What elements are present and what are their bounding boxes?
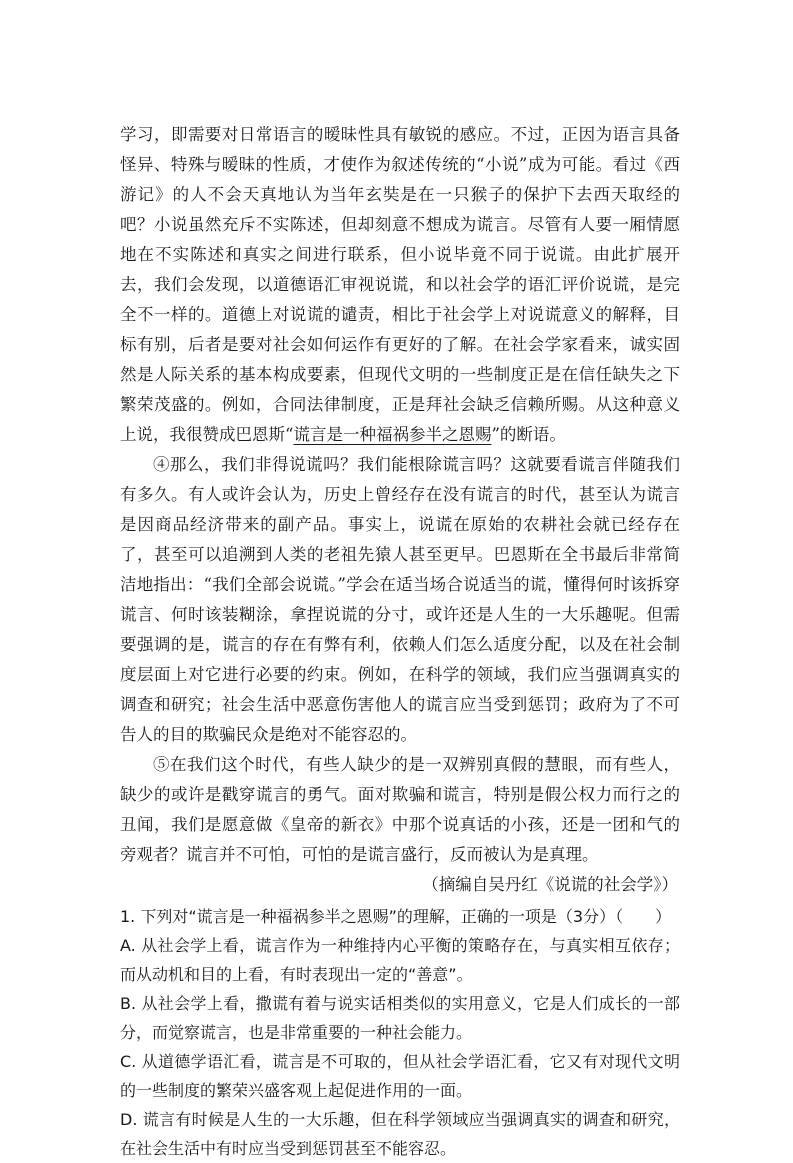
- paragraph-3-tail: ”的断语。: [491, 425, 566, 444]
- question-1: [120, 902, 680, 1163]
- option-d: D. 谎言有时候是人生的一大乐趣，但在科学领域应当强调真实的调查和研究，在社会生活中有时应当受到惩罚甚至不能容忍。: [120, 1110, 680, 1158]
- reading-passage: [120, 120, 680, 900]
- paragraph-5: ⑤在我们这个时代，有些人缺少的是一双辨别真假的慧眼，而有些人，缺少的或许是戳穿谎言的勇气。面对欺骗和谎言，特别是假公权力而行之的丑闻，我们是愿意做《皇帝的新衣》中那个说真话的小孩，还是一团和气的旁观者？谎言并不可怕，可怕的是谎言盛行，反而被认为是真理。: [120, 755, 680, 864]
- option-a: A. 从社会学上看，谎言作为一种维持内心平衡的策略存在，与真实相互依存；而从动机和目的上看，有时表现出一定的“善意”。: [120, 936, 680, 984]
- paragraph-3-text: 学习，即需要对日常语言的暧昧性具有敏锐的感应。不过，正因为语言具备怪异、特殊与暧昧的性质，才使作为叙述传统的“小说”成为可能。看过《西游记》的人不会天真地认为当年玄奘是在一只猴子的保护下去西天取经的吧？小说虽然充斥不实陈述，但却刻意不想成为谎言。尽管有人要一厢情愿地在不实陈述和真实之间进行联系，但小说毕竟不同于说谎。由此扩展开去，我们会发现，以道德语汇审视说谎，和以社会学的语汇评价说谎，是完全不一样的。道德上对说谎的谴责，相比于社会学上对说谎意义的解释，目标有别，后者是要对社会如何运作有更好的了解。在社会学家看来，诚实固然是人际关系的基本构成要素，但现代文明的一些制度正是在信任缺失之下繁荣茂盛的。例如，合同法律制度，正是拜社会缺乏信赖所赐。从这种意义上说，我很赞成巴恩斯“: [120, 125, 680, 444]
- paragraph-3: [120, 120, 680, 450]
- paragraph-4: ④那么，我们非得说谎吗？我们能根除谎言吗？这就要看谎言伴随我们有多久。有人或许会认为，历史上曾经存在没有谎言的时代，甚至认为谎言是因商品经济带来的副产品。事实上，说谎在原始的农耕社会就已经存在了，甚至可以追溯到人类的老祖先猿人甚至更早。巴恩斯在全书最后非常简洁地指出：“我们全部会说谎。”学会在适当场合说适当的谎，懂得何时该拆穿谎言、何时该装糊涂，拿捏说谎的分寸，或许还是人生的一大乐趣呢。但需要强调的是，谎言的存在有弊有利，依赖人们怎么适度分配，以及在社会制度层面上对它进行必要的约束。例如，在科学的领域，我们应当强调真实的调查和研究；社会生活中恶意伤害他人的谎言应当受到惩罚；政府为了不可告人的目的欺骗民众是绝对不能容忍的。: [120, 455, 680, 744]
- underlined-quote: 谎言是一种福祸参半之恩赐: [293, 425, 492, 444]
- source-citation: （摘编自吴丹红《说谎的社会学》）: [422, 875, 678, 894]
- document-page: [120, 120, 680, 1163]
- question-stem: 1. 下列对“谎言是一种福祸参半之恩赐”的理解，正确的一项是（3分）（ ）: [120, 907, 672, 926]
- option-c: C. 从道德学语汇看，谎言是不可取的，但从社会学语汇看，它又有对现代文明的一些制度的繁荣兴盛客观上起促进作用的一面。: [120, 1052, 680, 1100]
- option-b: B. 从社会学上看，撒谎有着与说实话相类似的实用意义，它是人们成长的一部分，而觉察谎言，也是非常重要的一种社会能力。: [120, 994, 680, 1042]
